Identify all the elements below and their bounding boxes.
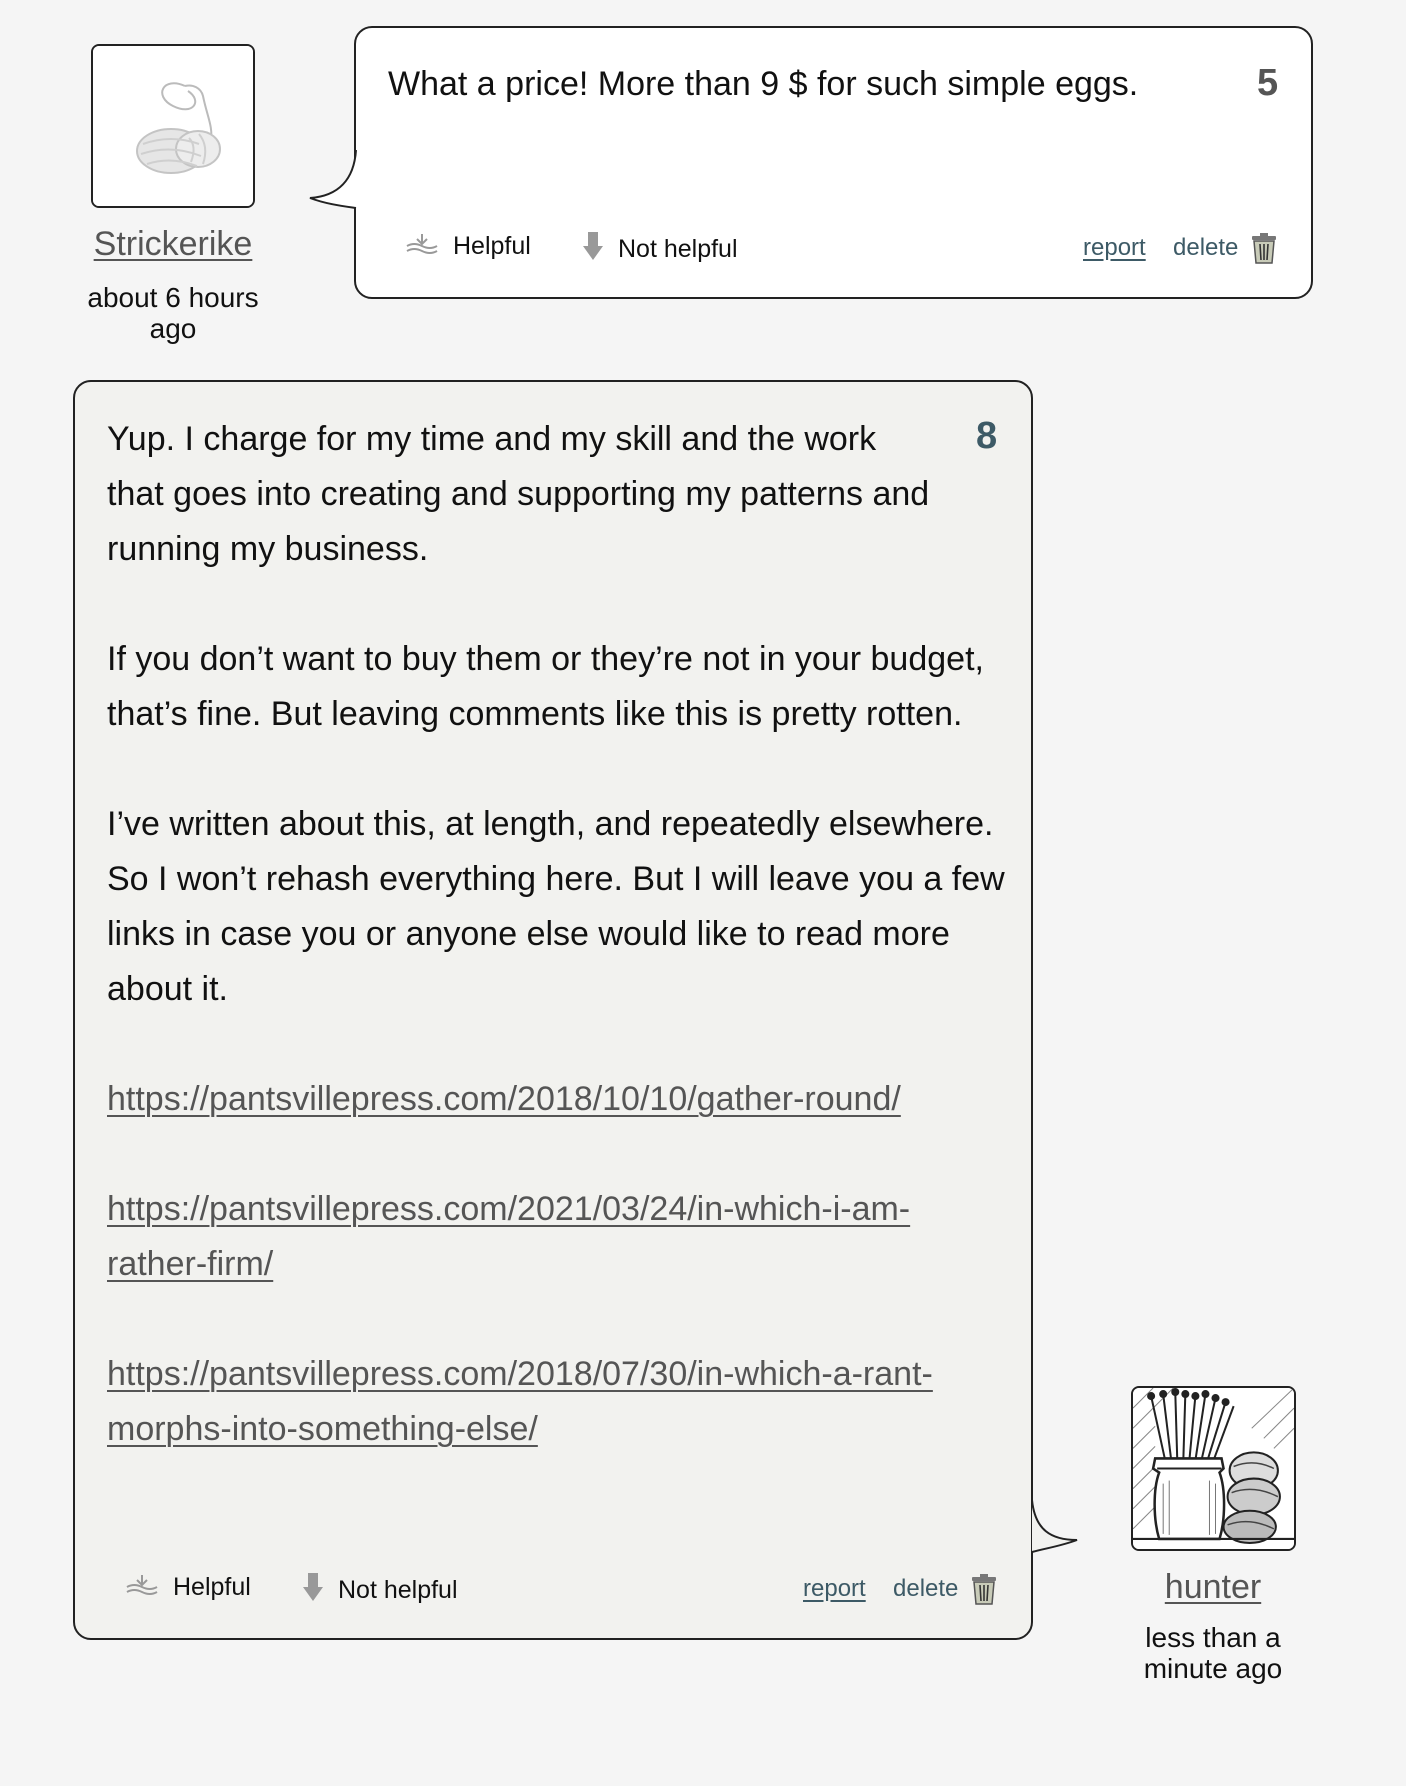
external-link[interactable]: https://pantsvillepress.com/2018/10/10/gather-round/ [107, 1080, 901, 1118]
speech-bubble-tail [308, 150, 358, 220]
helpful-label: Helpful [453, 232, 531, 260]
comment-text: What a price! More than 9 $ for such simple eggs. [388, 65, 1139, 103]
not-helpful-label: Not helpful [338, 1576, 458, 1604]
comment-text: Yup. I charge for my time and my skill and the work that goes into creating and supporting my patterns and running my business. If you don’t want to buy them or they’re not in your budget, that’s fine. But leaving comments like this is pretty rotten. I’ve written about this, at length, and repeatedly elsewhere. So I won’t rehash everything here. But I will leave you a few links in case you or anyone else would like to read more about it. https://pantsvillepress.com/2018/10/10/gather-round/ https://pantsvillepress.com/2021/03/24/in-which-i-am-rather-firm/ https://pantsvillepress.com/2018/07/30/in-which-a-rant-morphs-into-something-else/ [107, 420, 1005, 1448]
trash-icon[interactable] [970, 1573, 998, 1605]
username-hunter[interactable]: hunter [1164, 1568, 1262, 1606]
avatar-strickerike[interactable] [91, 44, 255, 208]
helpful-icon [405, 230, 439, 263]
vote-count: 8 [976, 415, 998, 457]
vote-count: 5 [1257, 62, 1279, 104]
helpful-button[interactable] [405, 230, 531, 263]
not-helpful-label: Not helpful [618, 235, 738, 263]
trash-icon[interactable] [1250, 232, 1278, 264]
report-link[interactable]: report [1083, 234, 1146, 261]
timestamp: less than a minute ago [1143, 1622, 1283, 1684]
report-link[interactable]: report [803, 1575, 866, 1602]
delete-link[interactable]: delete [893, 1575, 959, 1602]
speech-bubble-tail [1031, 1500, 1081, 1556]
thumb-down-arrow-icon [582, 230, 604, 269]
external-link[interactable]: https://pantsvillepress.com/2021/03/24/in-which-i-am-rather-firm/ [107, 1190, 911, 1283]
username-strickerike[interactable]: Strickerike [93, 225, 253, 263]
helpful-label: Helpful [173, 1573, 251, 1601]
timestamp: about 6 hours ago [87, 282, 259, 344]
avatar-hunter[interactable] [1131, 1386, 1296, 1551]
not-helpful-button[interactable] [302, 1571, 458, 1610]
external-link[interactable]: https://pantsvillepress.com/2018/07/30/in-which-a-rant-morphs-into-something-else/ [107, 1355, 933, 1448]
yarn-ball-icon [93, 46, 253, 206]
helpful-button[interactable] [125, 1571, 251, 1604]
helpful-icon [125, 1571, 159, 1604]
not-helpful-button[interactable] [582, 230, 738, 269]
thumb-down-arrow-icon [302, 1571, 324, 1610]
knitting-needles-jar-icon [1133, 1388, 1294, 1549]
delete-link[interactable]: delete [1173, 234, 1239, 261]
